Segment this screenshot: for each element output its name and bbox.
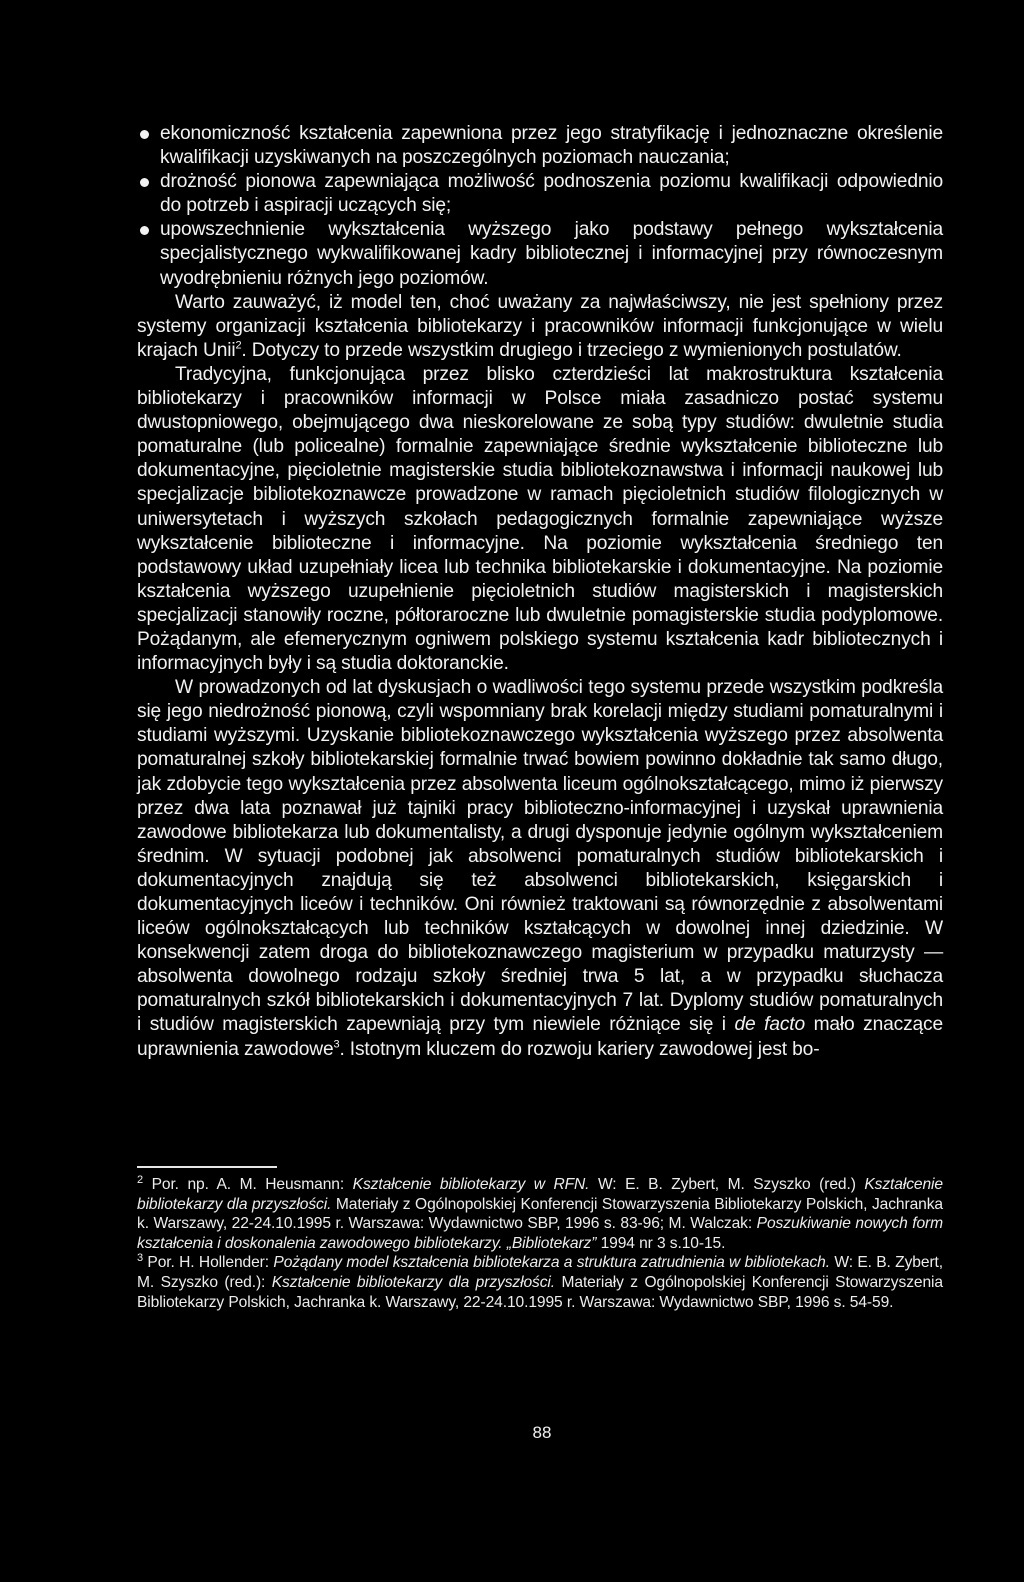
footnote-text: W: E. B. Zybert, M. Szyszko (red.): bbox=[137, 1254, 943, 1291]
footnote-text: 1994 nr 3 s.10-15. bbox=[596, 1234, 726, 1252]
page-number bbox=[0, 1423, 1024, 1443]
footnote-text: W: E. B. Zybert, M. Szyszko (red.) bbox=[589, 1176, 865, 1193]
paragraph bbox=[137, 363, 943, 676]
paragraph bbox=[137, 291, 943, 363]
bullet-text: ekonomiczność kształcenia zapewniona przez jego stratyfikację i jednoznaczne określenie kwalifikacji uzyskiwanych na poszczególnych poziomach nauczania; bbox=[160, 123, 943, 169]
footnote-title: Pożądany model kształcenia bibliotekarza a struktura zatrudnienia w bibliotekach. bbox=[273, 1254, 830, 1272]
body-text bbox=[137, 122, 943, 1062]
footnote-reference: 2 bbox=[235, 339, 242, 352]
bullet-text: upowszechnienie wykształcenia wyższego jako podstawy pełnego wykształcenia specjalistycznego wykwalifikowanej kadry bibliotecznej i informacyjnej przy równoczesnym wyodrębnieniu różnych jego poziomów. bbox=[160, 219, 943, 289]
paragraph-text: . Istotnym kluczem do rozwoju kariery zawodowej jest bo- bbox=[339, 1038, 820, 1060]
footnote-text: Materiały z Ogólnopolskiej Konferencji Stowarzyszenia Bibliotekarzy Polskich, Jachranka k. Warszawy, 22-24.10.1995 r. Warszawa: Wydawnictwo SBP, 1996 s. 83-96; M. Walczak: bbox=[137, 1195, 943, 1233]
page-number-text: 88 bbox=[532, 1423, 552, 1442]
paragraph-text: Tradycyjna, funkcjonująca przez blisko czterdzieści lat makrostruktura kształcenia bibliotekarzy i pracowników informacji w Polsce miała zasadniczo postać systemu dwustopniowego, obejmującego dwa nieskorelowane ze sobą typy studiów: dwuletnie studia pomaturalne (lub policealne) formalnie zapewniające średnie wykształcenie biblioteczne lub dokumentacyjne, pięcioletnie magisterskie studia bibliotekoznawstwa i informacji naukowej lub specjalizacje bibliotekoznawcze prowadzone w ramach pięcioletnich studiów filologicznych w uniwersytetach i wyższych szkołach pedagogicznych formalnie zapewniające wyższe wykształcenie biblioteczne i informacyjne. Na poziomie wykształcenia średniego ten podstawowy układ uzupełniały licea lub technika bibliotekarskie i dokumentacyjne. Na poziomie kształcenia wyższego uzupełnienie pięcioletnich studiów magisterskich i magisterskich specjalizacji stanowiły roczne, półtoraroczne lub dwuletnie pomagisterskie studia podyplomowe. Pożądanym, ale efemerycznym ogniwem polskiego systemu kształcenia kadr bibliotecznych i informacyjnych były i są studia doktoranckie. bbox=[137, 363, 943, 675]
paragraph-text: mało znaczące uprawnienia zawodowe bbox=[137, 1014, 944, 1060]
footnote-text: Materiały z Ogólnopolskiej Konferencji Stowarzyszenia Bibliotekarzy Polskich, Jachranka k. Warszawy, 22-24.10.1995 r. Warszawa: Wydawnictwo SBP, 1996 s. 54-59. bbox=[137, 1273, 943, 1311]
italic-term: de facto bbox=[734, 1014, 805, 1036]
footnote-title: Poszukiwanie nowych form kształcenia i doskonalenia zawodowego bibliotekarzy. „Bibliotekarz” bbox=[137, 1215, 943, 1252]
paragraph-text: W prowadzonych od lat dyskusjach o wadliwości tego systemu przede wszystkim podkreśla się jego niedrożność pionową, czyli wspomniany brak korelacji między studiami pomaturalnymi i studiami wyższymi. Uzyskanie bibliotekoznawczego wykształcenia wyższego przez absolwenta pomaturalnej szkoły bibliotekarskiej formalnie trwać bowiem powinno dokładnie tak samo długo, jak zdobycie tego wykształcenia przez absolwenta liceum ogólnokształcącego, mimo iż pierwszy przez dwa lata poznawał już tajniki pracy biblioteczno-informacyjnej i uzyskał uprawnienia zawodowe bibliotekarza lub dokumentalisty, a drugi dysponuje jedynie ogólnym wykształceniem średnim. W sytuacji podobnej jak absolwenci pomaturalnych studiów bibliotekarskich i dokumentacyjnych znajdują się też absolwenci bibliotekarskich, księgarskich i dokumentacyjnych liceów i techników. Oni również traktowani są równorzędnie z absolwentami liceów ogólnokształcących lub techników kształcących w dowolnej innej dziedzinie. W konsekwencji zatem droga do bibliotekoznawczego magisterium w przypadku maturzysty — absolwenta dowolnego rodzaju szkoły średniej trwa 5 lat, a w przypadku słuchacza pomaturalnych szkół bibliotekarskich i dokumentacyjnych 7 lat. Dyplomy studiów pomaturalnych i studiów magisterskich zapewniają przy tym niewiele różniące się i bbox=[137, 677, 943, 1036]
footnote-mark: 3 bbox=[137, 1252, 144, 1265]
footnote-mark: 2 bbox=[137, 1173, 144, 1186]
paragraph-text: Warto zauważyć, iż model ten, choć uważany za najwłaściwszy, nie jest spełniony przez systemy organizacji kształcenia bibliotekarzy i pracowników informacji funkcjonujące w wielu krajach Unii bbox=[137, 291, 943, 361]
footnote-2 bbox=[137, 1175, 943, 1253]
footnotes bbox=[137, 1175, 943, 1312]
footnote-reference: 3 bbox=[333, 1038, 340, 1051]
footnote-text: Por. np. A. M. Heusmann: bbox=[143, 1176, 353, 1193]
bullet-text: drożność pionowa zapewniająca możliwość podnoszenia poziomu kwalifikacji odpowiednio do potrzeb i aspiracji uczących się; bbox=[160, 171, 943, 217]
bullet-dot-icon bbox=[140, 226, 149, 235]
footnote-title: Kształcenie bibliotekarzy w RFN. bbox=[352, 1176, 590, 1193]
bullet-dot-icon bbox=[140, 130, 149, 139]
bullet-item bbox=[137, 122, 943, 170]
footnote-3 bbox=[137, 1253, 943, 1312]
footnote-title: Kształcenie bibliotekarzy dla przyszłości. bbox=[271, 1273, 556, 1291]
paragraph bbox=[137, 676, 943, 1062]
footnote-title: Kształcenie bibliotekarzy dla przyszłości. bbox=[137, 1176, 943, 1213]
paragraph-text: . Dotyczy to przede wszystkim drugiego i trzeciego z wymienionych postulatów. bbox=[241, 339, 902, 361]
footnote-text: Por. H. Hollender: bbox=[143, 1254, 274, 1272]
bullet-item bbox=[137, 170, 943, 218]
bullet-item bbox=[137, 218, 943, 290]
bullet-dot-icon bbox=[140, 178, 149, 187]
footnote-divider bbox=[137, 1166, 277, 1168]
